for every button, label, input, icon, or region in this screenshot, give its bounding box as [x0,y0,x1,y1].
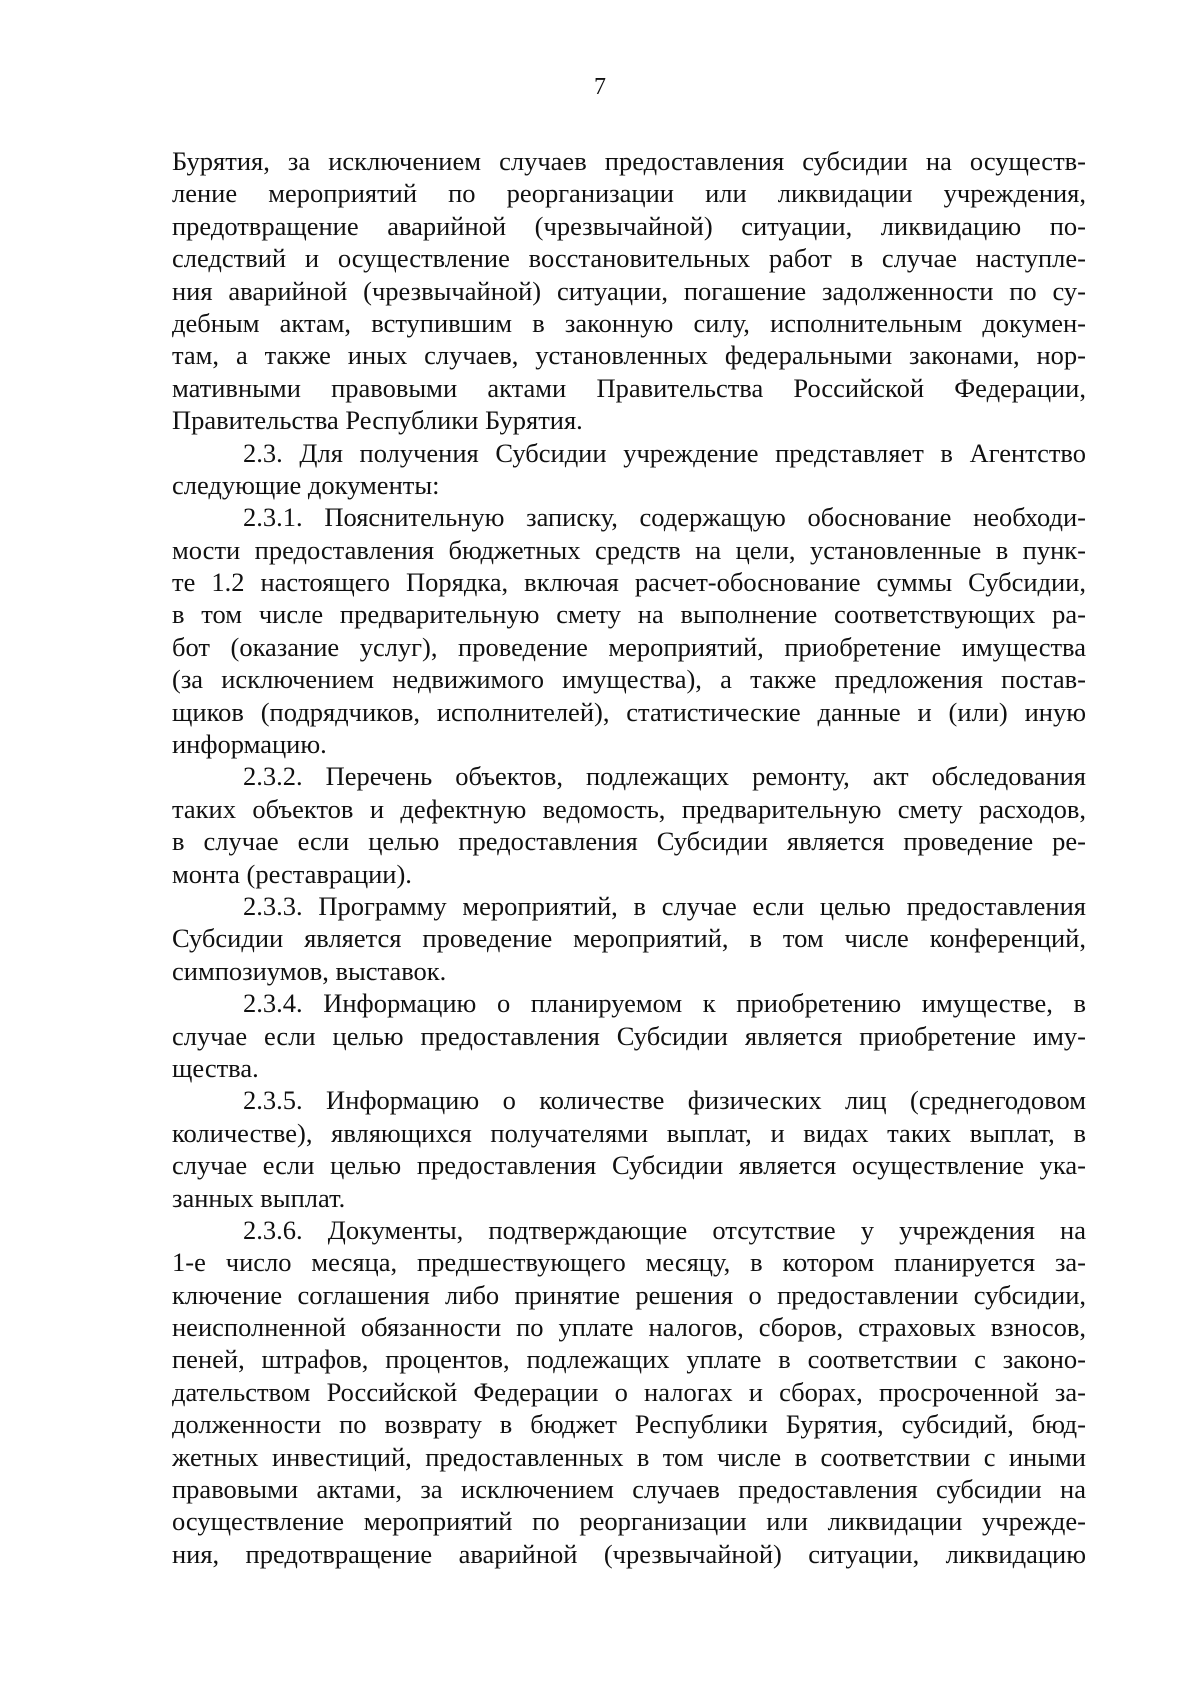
text-line: ключение соглашения либо принятие решения о предоставлении субсидии, [172,1279,1086,1310]
text-line: щиков (подрядчиков, исполнителей), статистические данные и (или) иную [172,696,1086,727]
text-line: случае если целью предоставления Субсидии является осуществление ука- [172,1150,1086,1181]
text-line: бот (оказание услуг), проведение мероприятий, приобретение имущества [172,631,1086,662]
text-line: Правительства Республики Бурятия. [172,405,583,436]
text-line: там, а также иных случаев, установленных федеральными законами, нор- [172,340,1086,371]
text-line: щества. [172,1052,259,1083]
text-line: 2.3.1. Пояснительную записку, содержащую обоснование необходи- [243,502,1086,533]
text-line: неисполненной обязанности по уплате налогов, сборов, страховых взносов, [172,1312,1086,1343]
text-line: дательством Российской Федерации о налогах и сборах, просроченной за- [172,1376,1086,1407]
text-line: 2.3.2. Перечень объектов, подлежащих ремонту, акт обследования [243,761,1086,792]
text-line: Субсидии является проведение мероприятий, в том числе конференций, [172,923,1086,954]
text-line: мости предоставления бюджетных средств на цели, установленные в пунк- [172,534,1086,565]
text-line: долженности по возврату в бюджет Республики Бурятия, субсидий, бюд- [172,1409,1086,1440]
text-line: (за исключением недвижимого имущества), а также предложения постав- [172,664,1086,695]
document-body [172,145,1086,1570]
text-line: следующие документы: [172,469,440,500]
page-number: 7 [594,74,606,100]
text-line: монта (реставрации). [172,858,412,889]
text-line: правовыми актами, за исключением случаев предоставления субсидии на [172,1474,1086,1505]
text-line: 2.3.4. Информацию о планируемом к приобретению имуществе, в [243,988,1086,1019]
text-line: Бурятия, за исключением случаев предоставления субсидии на осуществ- [172,146,1086,176]
text-line: пеней, штрафов, процентов, подлежащих уплате в соответствии с законо- [172,1344,1086,1375]
text-line: в том числе предварительную смету на выполнение соответствующих ра- [172,599,1086,630]
text-line: информацию. [172,729,327,760]
text-line: мативными правовыми актами Правительства Российской Федерации, [172,372,1086,403]
text-line: ния аварийной (чрезвычайной) ситуации, погашение задолженности по су- [172,275,1086,306]
text-line: 2.3.6. Документы, подтверждающие отсутствие у учреждения на [243,1214,1086,1245]
text-line: случае если целью предоставления Субсидии является приобретение иму- [172,1020,1086,1051]
text-line: 2.3.5. Информацию о количестве физических лиц (среднегодовом [243,1085,1086,1116]
text-line: жетных инвестиций, предоставленных в том числе в соответствии с иными [172,1441,1086,1472]
text-line: занных выплат. [172,1182,346,1213]
text-line: предотвращение аварийной (чрезвычайной) ситуации, ликвидацию по- [172,210,1086,241]
text-line: ление мероприятий по реорганизации или ликвидации учреждения, [172,178,1086,209]
text-line: те 1.2 настоящего Порядка, включая расчет-обоснование суммы Субсидии, [172,567,1086,598]
text-line: таких объектов и дефектную ведомость, предварительную смету расходов, [172,793,1086,824]
text-line: 2.3. Для получения Субсидии учреждение представляет в Агентство [243,437,1086,468]
text-line: ния, предотвращение аварийной (чрезвычайной) ситуации, ликвидацию [172,1538,1086,1569]
text-line: следствий и осуществление восстановительных работ в случае наступле- [172,243,1086,274]
text-line: 2.3.3. Программу мероприятий, в случае если целью предоставления [243,890,1086,921]
text-line: симпозиумов, выставок. [172,955,447,986]
text-line: осуществление мероприятий по реорганизации или ликвидации учрежде- [172,1506,1086,1537]
text-line: количестве), являющихся получателями выплат, и видах таких выплат, в [172,1117,1086,1148]
text-line: 1-е число месяца, предшествующего месяцу, в котором планируется за- [172,1247,1086,1278]
text-line: в случае если целью предоставления Субсидии является проведение ре- [172,826,1086,857]
text-line: дебным актам, вступившим в законную силу, исполнительным докумен- [172,307,1086,338]
